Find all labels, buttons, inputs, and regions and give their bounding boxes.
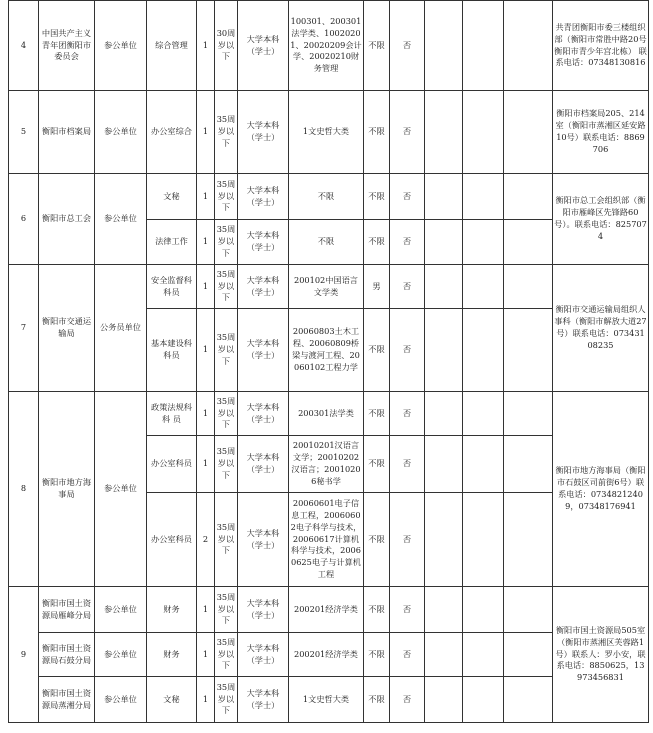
- position-name: 文秘: [147, 677, 197, 723]
- age-limit: 35周岁以下: [215, 220, 238, 265]
- flag: 否: [390, 587, 425, 633]
- major: 200201经济学类: [289, 633, 364, 677]
- empty-cell: [425, 493, 463, 587]
- gender: 不限: [364, 174, 390, 220]
- gender: 不限: [364, 220, 390, 265]
- position-count: 1: [197, 309, 215, 392]
- flag: 否: [390, 493, 425, 587]
- age-limit: 35周岁以下: [215, 493, 238, 587]
- position-count: 1: [197, 436, 215, 493]
- unit-type: 参公单位: [95, 633, 147, 677]
- contact-info: 衡阳市地方海事局（衡阳市石鼓区司前街6号）联系电话：07348212409，07348176941: [553, 392, 649, 587]
- unit-name: 衡阳市交通运输局: [39, 265, 95, 392]
- row-number: 4: [9, 1, 39, 91]
- unit-type: 参公单位: [95, 587, 147, 633]
- gender: 不限: [364, 91, 390, 174]
- major: 100301、200301法学类、10020201、20020209会计学、20020210财务管理: [289, 1, 364, 91]
- contact-info: 衡阳市档案局205、214室（衡阳市蒸湘区延安路10号）联系电话：8869706: [553, 91, 649, 174]
- flag: 否: [390, 633, 425, 677]
- education: 大学本科（学士）: [238, 677, 289, 723]
- age-limit: 35周岁以下: [215, 587, 238, 633]
- major: 20060601电子信息工程，20060602电子科学与技术，20060617计算机科学与技术，20060625电子与计算机工程: [289, 493, 364, 587]
- row-number: 5: [9, 91, 39, 174]
- unit-name: 中国共产主义青年团衡阳市委员会: [39, 1, 95, 91]
- empty-cell: [504, 265, 553, 309]
- position-name: 基本建设科科员: [147, 309, 197, 392]
- contact-info: 共青团衡阳市委三楼组织部（衡阳市常胜中路20号 衡阳市青少年宫北栋） 联系电话：07348130816: [553, 1, 649, 91]
- flag: 否: [390, 677, 425, 723]
- major: 不限: [289, 220, 364, 265]
- contact-info: 衡阳市交通运输局组织人事科（衡阳市解放大道27号）联系电话：07343108235: [553, 265, 649, 392]
- flag: 否: [390, 91, 425, 174]
- unit-name: 衡阳市地方海事局: [39, 392, 95, 587]
- contact-info: 衡阳市国土资源局505室（衡阳市蒸湘区芙蓉路1号）联系人：罗小安，联系电话：8850625，13973456831: [553, 587, 649, 723]
- recruitment-table: [8, 0, 649, 723]
- education: 大学本科（学士）: [238, 633, 289, 677]
- position-name: 政策法规科 科 员: [147, 392, 197, 436]
- empty-cell: [463, 633, 504, 677]
- empty-cell: [504, 392, 553, 436]
- education: 大学本科（学士）: [238, 587, 289, 633]
- empty-cell: [425, 265, 463, 309]
- position-name: 办公室综合: [147, 91, 197, 174]
- unit-type: 公务员单位: [95, 265, 147, 392]
- table-row: [9, 265, 649, 309]
- unit-type: 参公单位: [95, 91, 147, 174]
- gender: 不限: [364, 587, 390, 633]
- education: 大学本科（学士）: [238, 493, 289, 587]
- flag: 否: [390, 392, 425, 436]
- empty-cell: [463, 587, 504, 633]
- empty-cell: [463, 309, 504, 392]
- flag: 否: [390, 436, 425, 493]
- major: 1文史哲大类: [289, 91, 364, 174]
- age-limit: 35周岁以下: [215, 436, 238, 493]
- empty-cell: [504, 1, 553, 91]
- major: 不限: [289, 174, 364, 220]
- gender: 不限: [364, 493, 390, 587]
- education: 大学本科（学士）: [238, 220, 289, 265]
- empty-cell: [463, 392, 504, 436]
- table-row: [9, 392, 649, 436]
- empty-cell: [425, 309, 463, 392]
- education: 大学本科（学士）: [238, 309, 289, 392]
- empty-cell: [425, 392, 463, 436]
- position-name: 办公室科员: [147, 493, 197, 587]
- empty-cell: [504, 633, 553, 677]
- empty-cell: [463, 220, 504, 265]
- age-limit: 35周岁以下: [215, 633, 238, 677]
- position-count: 1: [197, 587, 215, 633]
- flag: 否: [390, 174, 425, 220]
- gender: 男: [364, 265, 390, 309]
- gender: 不限: [364, 1, 390, 91]
- unit-name: 衡阳市国土资源局蒸湘分局: [39, 677, 95, 723]
- unit-name: 衡阳市总工会: [39, 174, 95, 265]
- empty-cell: [425, 633, 463, 677]
- unit-name: 衡阳市国土资源局石鼓分局: [39, 633, 95, 677]
- gender: 不限: [364, 436, 390, 493]
- row-number: 6: [9, 174, 39, 265]
- empty-cell: [463, 174, 504, 220]
- empty-cell: [425, 91, 463, 174]
- education: 大学本科（学士）: [238, 91, 289, 174]
- empty-cell: [504, 91, 553, 174]
- empty-cell: [425, 587, 463, 633]
- education: 大学本科（学士）: [238, 174, 289, 220]
- empty-cell: [425, 677, 463, 723]
- gender: 不限: [364, 633, 390, 677]
- unit-type: 参公单位: [95, 677, 147, 723]
- position-name: 安全监督科科员: [147, 265, 197, 309]
- empty-cell: [504, 493, 553, 587]
- unit-type: 参公单位: [95, 174, 147, 265]
- empty-cell: [504, 436, 553, 493]
- position-count: 1: [197, 265, 215, 309]
- empty-cell: [425, 220, 463, 265]
- empty-cell: [463, 677, 504, 723]
- major: 200301法学类: [289, 392, 364, 436]
- age-limit: 35周岁以下: [215, 677, 238, 723]
- empty-cell: [504, 677, 553, 723]
- major: 20010201汉语言文学；20010202汉语言；20010206秘书学: [289, 436, 364, 493]
- position-name: 财务: [147, 633, 197, 677]
- age-limit: 35周岁以下: [215, 392, 238, 436]
- age-limit: 35周岁以下: [215, 174, 238, 220]
- position-count: 1: [197, 392, 215, 436]
- age-limit: 35周岁以下: [215, 265, 238, 309]
- flag: 否: [390, 309, 425, 392]
- position-count: 1: [197, 1, 215, 91]
- flag: 否: [390, 220, 425, 265]
- row-number: 9: [9, 587, 39, 723]
- position-name: 文秘: [147, 174, 197, 220]
- empty-cell: [463, 265, 504, 309]
- major: 200201经济学类: [289, 587, 364, 633]
- empty-cell: [463, 436, 504, 493]
- position-name: 法律工作: [147, 220, 197, 265]
- empty-cell: [425, 436, 463, 493]
- flag: 否: [390, 1, 425, 91]
- empty-cell: [425, 1, 463, 91]
- empty-cell: [463, 493, 504, 587]
- position-count: 1: [197, 220, 215, 265]
- major: 1文史哲大类: [289, 677, 364, 723]
- gender: 不限: [364, 309, 390, 392]
- row-number: 8: [9, 392, 39, 587]
- unit-name: 衡阳市国土资源局雁峰分局: [39, 587, 95, 633]
- table-row: [9, 1, 649, 91]
- gender: 不限: [364, 677, 390, 723]
- table-row: [9, 587, 649, 633]
- position-name: 财务: [147, 587, 197, 633]
- position-count: 1: [197, 174, 215, 220]
- major: 20060803土木工程、20060809桥梁与渡河工程、20060102工程力学: [289, 309, 364, 392]
- empty-cell: [504, 587, 553, 633]
- education: 大学本科（学士）: [238, 1, 289, 91]
- position-name: 办公室科员: [147, 436, 197, 493]
- empty-cell: [463, 1, 504, 91]
- empty-cell: [504, 309, 553, 392]
- flag: 否: [390, 265, 425, 309]
- education: 大学本科（学士）: [238, 392, 289, 436]
- empty-cell: [425, 174, 463, 220]
- position-count: 2: [197, 493, 215, 587]
- age-limit: 35周岁以下: [215, 91, 238, 174]
- row-number: 7: [9, 265, 39, 392]
- age-limit: 35周岁以下: [215, 309, 238, 392]
- position-count: 1: [197, 677, 215, 723]
- empty-cell: [463, 91, 504, 174]
- position-name: 综合管理: [147, 1, 197, 91]
- unit-type: 参公单位: [95, 392, 147, 587]
- unit-type: 参公单位: [95, 1, 147, 91]
- empty-cell: [504, 220, 553, 265]
- education: 大学本科（学士）: [238, 436, 289, 493]
- position-count: 1: [197, 633, 215, 677]
- table-row: [9, 91, 649, 174]
- education: 大学本科（学士）: [238, 265, 289, 309]
- table-row: [9, 174, 649, 220]
- major: 200102中国语言文学类: [289, 265, 364, 309]
- position-count: 1: [197, 91, 215, 174]
- age-limit: 30周岁以下: [215, 1, 238, 91]
- gender: 不限: [364, 392, 390, 436]
- unit-name: 衡阳市档案局: [39, 91, 95, 174]
- empty-cell: [504, 174, 553, 220]
- contact-info: 衡阳市总工会组织部（衡阳市雁峰区先锋路60号）。联系电话：8257074: [553, 174, 649, 265]
